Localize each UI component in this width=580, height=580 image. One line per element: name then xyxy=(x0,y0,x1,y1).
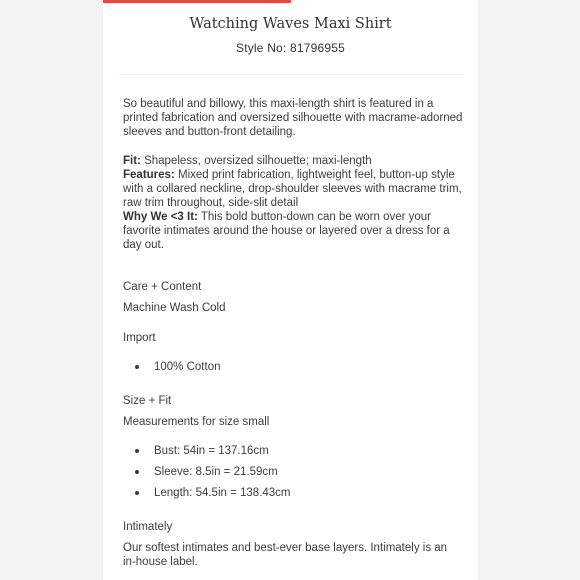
bullet-icon xyxy=(135,491,139,495)
description-intro: So beautiful and billowy, this maxi-length shirt is featured in a printed fabrication and oversized silhouette with macrame-adorned sleeves and button-front detailing. xyxy=(123,98,463,138)
size-note: Measurements for size small xyxy=(123,416,270,428)
list-item: 100% Cotton xyxy=(123,360,463,374)
materials-list xyxy=(123,360,463,374)
brand-heading: Intimately xyxy=(123,521,173,533)
bullet-icon xyxy=(135,449,139,453)
brand-text: Our softest intimates and best-ever base layers. Intimately is an in-house label. xyxy=(123,542,448,568)
features-line xyxy=(123,168,463,210)
fit-text: Shapeless, oversized silhouette; maxi-length xyxy=(144,155,372,167)
features-text: Mixed print fabrication, lightweight feel, button-up style with a collared neckline, drop-shoulder sleeves with macrame trim, raw trim throughout, side-slit detail xyxy=(123,169,462,209)
fit-line xyxy=(123,154,463,168)
product-title: Watching Waves Maxi Shirt xyxy=(189,16,392,32)
list-item: Sleeve: 8.5in = 21.59cm xyxy=(123,465,463,479)
bullet-icon xyxy=(135,365,139,369)
product-description xyxy=(123,97,463,569)
divider xyxy=(119,74,463,75)
care-origin: Import xyxy=(123,332,156,344)
measurements-list xyxy=(123,444,463,500)
care-wash: Machine Wash Cold xyxy=(123,302,226,314)
active-tab-indicator xyxy=(103,0,291,3)
care-heading: Care + Content xyxy=(123,281,202,293)
why-line xyxy=(123,210,463,252)
style-number: Style No: 81796955 xyxy=(235,41,345,55)
fit-label: Fit: xyxy=(123,155,141,167)
why-text: This bold button-down can be worn over your favorite intimates around the house or layered over a dress for a day out. xyxy=(123,211,450,251)
list-item: Length: 54.5in = 138.43cm xyxy=(123,486,463,500)
list-item: Bust: 54in = 137.16cm xyxy=(123,444,463,458)
why-label: Why We <3 It: xyxy=(123,211,198,223)
features-label: Features: xyxy=(123,169,175,181)
bullet-icon xyxy=(135,470,139,474)
product-details-card xyxy=(103,0,478,580)
size-fit-heading: Size + Fit xyxy=(123,395,172,407)
